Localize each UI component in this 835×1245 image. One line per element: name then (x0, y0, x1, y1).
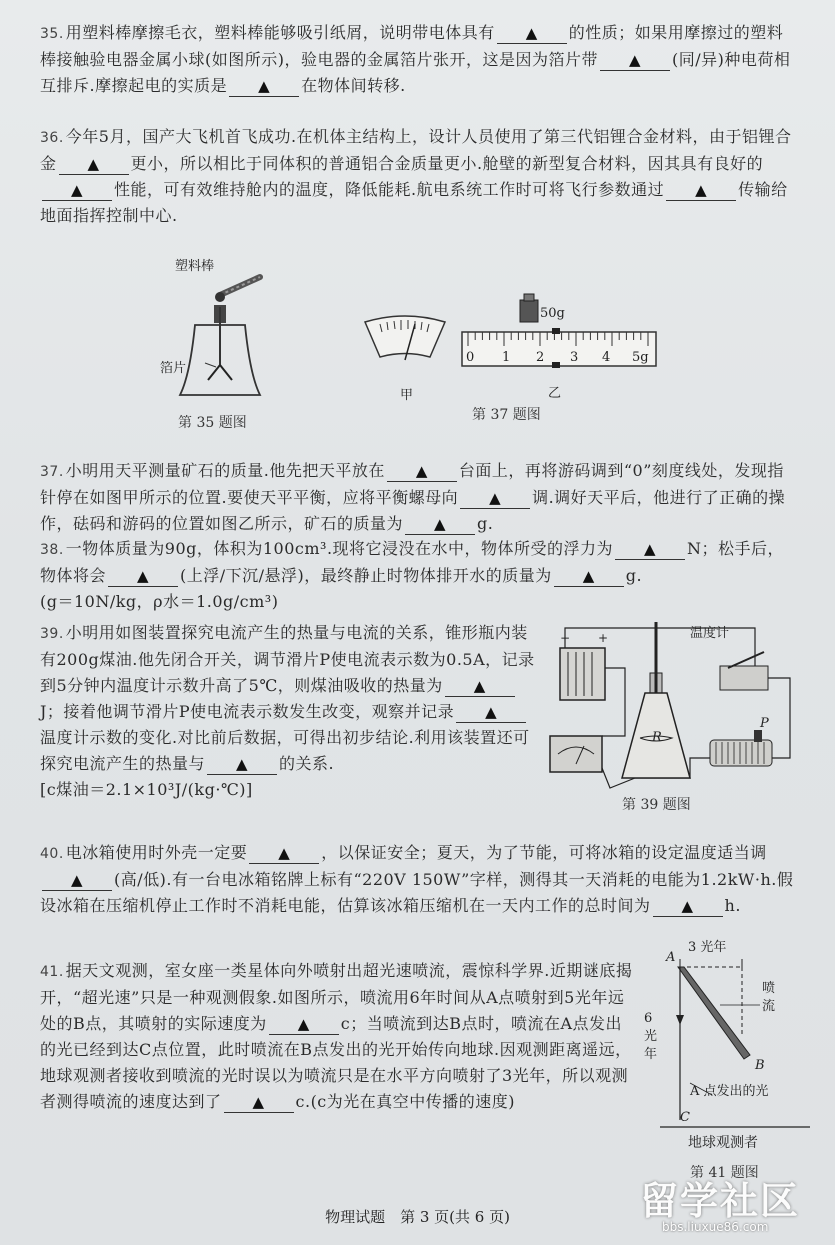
question-text: g. (625, 566, 643, 585)
question-text: (上浮/下沉/悬浮)，最终静止时物体排开水的质量为 (180, 566, 552, 585)
figure-41-jet-diagram (660, 955, 810, 1135)
question-text: 更小，所以相比于同体积的普通铝合金质量更小.舱壁的新型复合材料，因其具有良好的 (130, 154, 764, 173)
distance-top-label: 3 光年 (688, 940, 727, 955)
question-text: 小明用如图装置探究电流产生的热量与电流的关系，锥形瓶内装有200g煤油.他先闭合开关，调节滑片P使电流表示数为0.5A，记录到5分钟内温度计示数升高了5℃，则煤油吸收的热量为 (40, 623, 535, 695)
question-text: 温度计示数的变化.对比前后数据，可得出初步结论.利用该装置还可探究电流产生的热量与 (40, 728, 530, 773)
resistor-label: R (652, 730, 662, 745)
answer-blank: ▲ (42, 180, 112, 201)
point-a-label: A (666, 950, 676, 965)
figure-37-pointer-dial (360, 312, 450, 372)
answer-blank: ▲ (497, 23, 567, 44)
figure-39-circuit (540, 618, 800, 798)
figure-39-caption: 第 39 题图 (622, 797, 691, 813)
question-number: 36. (40, 130, 64, 146)
answer-blank: ▲ (59, 154, 129, 175)
question-text: ，以保证安全；夏天，为了节能，可将冰箱的设定温度适当调 (321, 843, 767, 862)
answer-blank: ▲ (615, 539, 685, 560)
answer-blank: ▲ (405, 514, 475, 535)
question-text: 小明用天平测量矿石的质量.他先把天平放在 (65, 461, 385, 480)
answer-blank: ▲ (600, 50, 670, 71)
scale-tick-label: 2 (536, 350, 545, 365)
answer-blank: ▲ (460, 488, 530, 509)
question-text: (高/低).有一台电冰箱铭牌上标有“220V 150W”字样，测得其一天消耗的电能为1.2kW·h.假设冰箱在压缩机停止工作时不消耗电能，估算该冰箱压缩机在一天内工作的总时间为 (40, 870, 794, 915)
answer-blank: ▲ (207, 754, 277, 775)
figure-41-caption: 第 41 题图 (690, 1165, 759, 1181)
scale-tick-label: 5g (632, 350, 649, 365)
figure-37-caption: 第 37 题图 (472, 407, 541, 423)
scale-labels (462, 350, 658, 370)
question-text: c.(c为光在真空中传播的速度) (295, 1092, 516, 1111)
figure-label-a: 甲 (400, 388, 414, 403)
question-number: 39. (40, 626, 64, 642)
page-footer: 物理试题 第 3 页(共 6 页) (325, 1208, 510, 1226)
answer-blank: ▲ (42, 870, 112, 891)
question-39 (40, 620, 535, 803)
question-text: J；接着他调节滑片P使电流表示数发生改变，观察并记录 (40, 702, 455, 721)
question-35 (40, 20, 795, 99)
answer-blank: ▲ (445, 676, 515, 697)
thermometer-label: 温度计 (690, 626, 730, 641)
given-constants: (g＝10N/kg，ρ水＝1.0g/cm³) (40, 592, 279, 611)
jet-label: 喷流 (762, 981, 776, 1014)
slider-label: P (760, 716, 769, 731)
scale-tick-label: 3 (570, 350, 579, 365)
question-text: 的性质；如果用摩擦过的塑料棒接触验电器金属小球(如图所示)，验电器的金属箔片张开，这是因为箔片带 (40, 23, 784, 69)
answer-blank: ▲ (666, 180, 736, 201)
question-36 (40, 124, 795, 229)
question-text: 据天文观测，室女座一类星体向外喷射出超光速喷流，震惊科学界.近期谜底揭开，“超光速”只是一种观测假象.如图所示，喷流用6年时间从A点喷射到5光年远处的B点，其喷射的实际速度为 (40, 961, 633, 1033)
light-label: A 点发出的光 (690, 1084, 769, 1099)
question-number: 41. (40, 964, 64, 980)
svg-text:+: + (598, 631, 609, 645)
question-38 (40, 536, 795, 615)
weight-label: 50g (540, 306, 565, 321)
rod-label: 塑料棒 (175, 259, 215, 274)
point-c-label: C (680, 1110, 690, 1125)
question-text: g. (477, 514, 494, 533)
question-text: 用塑料棒摩擦毛衣，塑料棒能够吸引纸屑，说明带电体具有 (65, 23, 495, 42)
question-text: 台面上，再将游码调到“0”刻度线处，发现指针停在如图甲所示的位置.要使天平平衡，应将平衡螺母向 (40, 461, 784, 507)
question-40 (40, 840, 795, 919)
answer-blank: ▲ (456, 702, 526, 723)
answer-blank: ▲ (229, 76, 299, 97)
question-text: (同/异)种电荷相互排斥.摩擦起电的实质是 (40, 50, 791, 95)
question-text: h. (724, 896, 741, 915)
answer-blank: ▲ (653, 896, 723, 917)
question-text: 性能，可有效维持舱内的温度，降低能耗.航电系统工作时可将飞行参数通过 (114, 180, 665, 199)
observer-label: 地球观测者 (688, 1135, 758, 1151)
answer-blank: ▲ (554, 566, 624, 587)
foil-label: 箔片 (160, 361, 187, 376)
svg-text:−: − (560, 631, 571, 645)
question-text: 电冰箱使用时外壳一定要 (65, 843, 248, 862)
question-text: c；当喷流到达B点时，喷流在A点发出的光已经到达C点位置，此时喷流在B点发出的光开始传向地球.因观测距离遥远，地球观测者接收到喷流的光时误以为喷流只是在水平方向喷射了3光年，所以观测者测得喷流的速度达到了 (40, 1014, 632, 1111)
scale-tick-label: 1 (502, 350, 511, 365)
question-text: 一物体质量为90g，体积为100cm³.现将它浸没在水中，物体所受的浮力为 (65, 539, 614, 558)
scale-tick-label: 4 (602, 350, 611, 365)
answer-blank: ▲ (108, 566, 178, 587)
watermark-url: bbs.liuxue86.com (662, 1220, 769, 1234)
answer-blank: ▲ (249, 843, 319, 864)
watermark-logo: 留学社区 (640, 1179, 801, 1223)
question-number: 37. (40, 464, 64, 480)
question-37 (40, 458, 795, 537)
question-text: 今年5月，国产大飞机首飞成功.在机体主结构上，设计人员使用了第三代铝锂合金材料，由于铝锂合金 (40, 127, 792, 173)
given-constants: [c煤油＝2.1×10³J/(kg·℃)] (40, 780, 253, 799)
scale-tick-label: 0 (466, 350, 475, 365)
question-text: 调.调好天平后，他进行了正确的操作，砝码和游码的位置如图乙所示，矿石的质量为 (40, 488, 786, 533)
figure-label-b: 乙 (548, 386, 562, 401)
question-number: 40. (40, 846, 64, 862)
question-text: 传输给地面指挥控制中心. (40, 180, 788, 225)
question-number: 38. (40, 542, 64, 558)
question-text: 在物体间转移. (301, 76, 406, 95)
answer-blank: ▲ (269, 1014, 339, 1035)
question-number: 35. (40, 26, 64, 42)
figure-35-caption: 第 35 题图 (178, 415, 247, 431)
question-41 (40, 958, 635, 1115)
distance-side-label: 6 光年 (644, 1011, 658, 1062)
figure-35-electroscope (150, 255, 300, 405)
answer-blank: ▲ (387, 461, 457, 482)
question-text: N；松手后，物体将会 (40, 539, 785, 585)
point-b-label: B (755, 1058, 765, 1073)
question-text: 的关系. (279, 754, 335, 773)
answer-blank: ▲ (224, 1092, 294, 1113)
